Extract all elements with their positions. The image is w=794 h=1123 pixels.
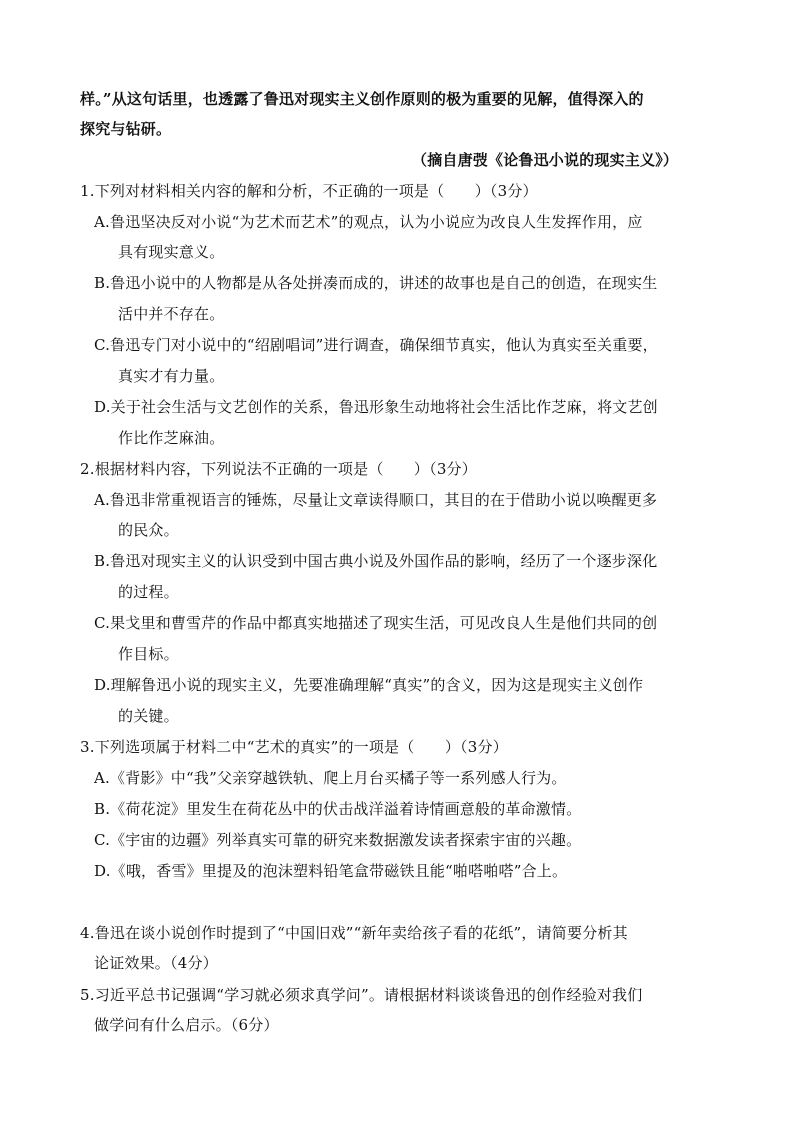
q1-option-b-line-2: 活中并不存在。 [118,305,225,323]
q3-option-d: D.《哦，香雪》里提及的泡沫塑料铅笔盒带磁铁且能“啪嗒啪嗒”合上。 [94,862,568,880]
q2-option-c-line-1: C.果戈里和曹雪芹的作品中都真实地描述了现实生活，可见改良人生是他们共同的创 [94,614,658,632]
q1-option-d-line-2: 作比作芝麻油。 [118,429,225,447]
q2-option-a-line-2: 的民众。 [118,521,179,539]
q3-option-b: B.《荷花淀》里发生在荷花丛中的伏击战洋溢着诗情画意般的革命激情。 [94,800,582,818]
q2-option-b-line-1: B.鲁迅对现实主义的认识受到中国古典小说及外国作品的影响，经历了一个逐步深化 [94,552,658,570]
intro-line-1: 样。”从这句话里，也透露了鲁迅对现实主义创作原则的极为重要的见解，值得深入的 [80,90,644,108]
q3-option-a: A.《背影》中“我”父亲穿越铁轨、爬上月台买橘子等一系列感人行为。 [94,769,567,787]
question-3-stem: 3.下列选项属于材料二中“艺术的真实”的一项是（ ）（3分） [80,738,508,756]
question-1-stem: 1.下列对材料相关内容的解和分析，不正确的一项是（ ）（3分） [80,182,538,200]
q2-option-a-line-1: A.鲁迅非常重视语言的锤炼，尽量让文章读得顺口，其目的在于借助小说以唤醒更多 [94,491,658,509]
q1-option-c-line-1: C.鲁迅专门对小说中的“绍剧唱词”进行调查，确保细节真实，他认为真实至关重要， [94,336,658,354]
q2-option-b-line-2: 的过程。 [118,583,179,601]
intro-line-2: 探究与钻研。 [80,120,172,138]
q2-option-c-line-2: 作目标。 [118,645,179,663]
question-5-line-2: 做学问有什么启示。（6分） [94,1016,279,1034]
q2-option-d-line-2: 的关键。 [118,707,179,725]
question-2-stem: 2.根据材料内容，下列说法不正确的一项是（ ）（3分） [80,460,477,478]
question-4-line-1: 4.鲁迅在谈小说创作时提到了“中国旧戏”“新年卖给孩子看的花纸”，请简要分析其 [80,924,628,942]
q3-option-c: C.《宇宙的边疆》列举真实可靠的研究来数据激发读者探索宇宙的兴趣。 [94,831,582,849]
source-citation: （摘自唐弢《论鲁迅小说的现实主义》） [412,151,679,169]
question-5-line-1: 5.习近平总书记强调“学习就必须求真学问”。请根据材料谈谈鲁迅的创作经验对我们 [80,986,643,1004]
q1-option-c-line-2: 真实才有力量。 [118,367,225,385]
q2-option-d-line-1: D.理解鲁迅小说的现实主义，先要准确理解“真实”的含义，因为这是现实主义创作 [94,676,644,694]
q1-option-d-line-1: D.关于社会生活与文艺创作的关系，鲁迅形象生动地将社会生活比作芝麻，将文艺创 [94,398,658,416]
q1-option-a-line-1: A.鲁迅坚决反对小说“为艺术而艺术”的观点，认为小说应为改良人生发挥作用，应 [94,213,643,231]
q1-option-a-line-2: 具有现实意义。 [118,243,225,261]
question-4-line-2: 论证效果。（4分） [94,954,218,972]
q1-option-b-line-1: B.鲁迅小说中的人物都是从各处拼凑而成的，讲述的故事也是自己的创造，在现实生 [94,274,658,292]
